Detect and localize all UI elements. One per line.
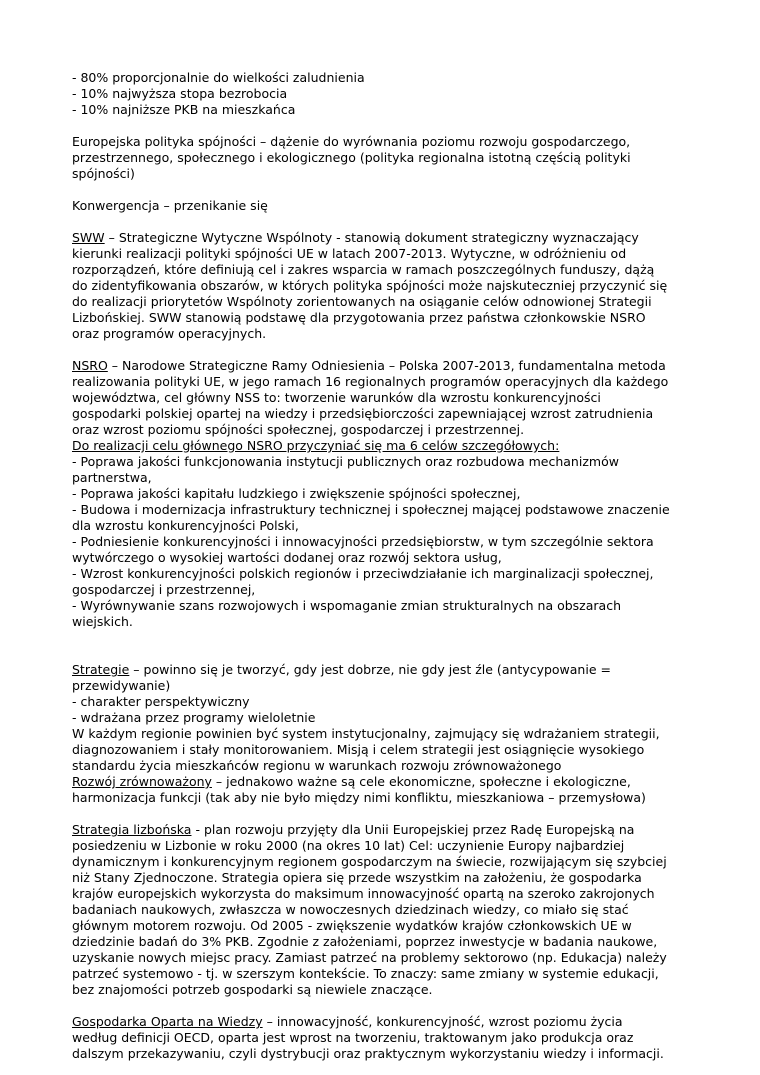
list-item: - 10% najniższe PKB na mieszkańca bbox=[72, 102, 296, 117]
list-item: - Wzrost konkurencyjności polskich regionów i przeciwdziałanie ich marginalizacji społecznej, bbox=[72, 566, 654, 581]
konwergencja-paragraph: Konwergencja – przenikanie się bbox=[72, 198, 268, 213]
strategie-term: Strategie bbox=[72, 662, 130, 677]
strategie-paragraph: Strategie – powinno się je tworzyć, gdy jest dobrze, nie gdy jest źle (antycypowanie = przewidywanie) - charakter perspektywiczny - wdrażana przez programy wieloletnie W każdym regionie powinien być system instytucjonalny, zajmujący się wdrażaniem strategii, diagnozowaniem i stały monitorowaniem. Misją i celem strategii jest osiągnięcie wysokiego standardu życia mieszkańców regionu w warunkach rozwoju zrównoważonego Rozwój zrównoważony – jednakowo ważne są cele ekonomiczne, społeczne i ekologiczne, harmonizacja funkcji (tak aby nie było między nimi konfliktu, mieszkaniowa – przemysłowa) bbox=[72, 662, 660, 805]
nsro-goals-heading: Do realizacji celu głównego NSRO przyczyniać się ma 6 celów szczegółowych: bbox=[72, 438, 560, 453]
list-item: - Poprawa jakości kapitału ludzkiego i zwiększenie spójności społecznej, bbox=[72, 486, 521, 501]
nsro-term: NSRO bbox=[72, 358, 108, 373]
sww-term: SWW bbox=[72, 230, 105, 245]
list-item: - 80% proporcjonalnie do wielkości zaludnienia bbox=[72, 70, 365, 85]
sww-paragraph: SWW – Strategiczne Wytyczne Wspólnoty - stanowią dokument strategiczny wyznaczający kierunki realizacji polityki spójności UE w latach 2007-2013. Wytyczne, w odróżnieniu od rozporządzeń, które definiują cel i zakres wsparcia w ramach poszczególnych funduszy, dążą do zidentyfikowania obszarów, w których polityka spójności może najskuteczniej przyczynić się do realizacji priorytetów Wspólnoty zorientowanych na osiąganie celów odnowionej Strategii Lizbońskiej. SWW stanowią podstawę dla przygotowania przez państwa członkowskie NSRO oraz programów operacyjnych. bbox=[72, 230, 668, 341]
document-page bbox=[72, 70, 692, 1062]
allocation-list bbox=[72, 70, 692, 118]
list-item: - Budowa i modernizacja infrastruktury technicznej i społecznej mającej podstawowe znaczenie bbox=[72, 502, 670, 517]
list-item: wytwórczego o wysokiej wartości dodanej oraz rozwój sektora usług, bbox=[72, 550, 502, 565]
lizbonska-paragraph: Strategia lizbońska - plan rozwoju przyjęty dla Unii Europejskiej przez Radę Europejską na posiedzeniu w Lizbonie w roku 2000 (na okres 10 lat) Cel: uczynienie Europy najbardziej dynamicznym i konkurencyjnym regionem gospodarczym na świecie, rozwijającym się szybciej niż Stany Zjednoczone. Strategia opiera się przede wszystkim na założeniu, że gospodarka krajów europejskich wykorzysta do maksimum innowacyjność opartą na szeroko zakrojonych badaniach naukowych, zwłaszcza w nowoczesnych dziedzinach wiedzy, co miało się stać głównym motorem rozwoju. Od 2005 - zwiększenie wydatków krajów członkowskich UE w dziedzinie badań do 3% PKB. Zgodnie z założeniami, poprzez inwestycje w badania naukowe, uzyskanie nowych miejsc pracy. Zamiast patrzeć na problemy sektorowo (np. Edukacja) należy patrzeć systemowo - tj. w szerszym kontekście. To znaczy: same zmiany w systemie edukacji, bez znajomości potrzeb gospodarki są niewiele znaczące. bbox=[72, 822, 667, 997]
gow-paragraph: Gospodarka Oparta na Wiedzy – innowacyjność, konkurencyjność, wzrost poziomu życia według definicji OECD, oparta jest wprost na tworzeniu, traktowanym jako produkcja oraz dalszym przekazywaniu, czyli dystrybucji oraz praktycznym wykorzystaniu wiedzy i informacji. bbox=[72, 1014, 664, 1061]
list-item: wiejskich. bbox=[72, 614, 133, 629]
lizbonska-term: Strategia lizbońska bbox=[72, 822, 192, 837]
rozwoj-term: Rozwój zrównoważony bbox=[72, 774, 212, 789]
gow-term: Gospodarka Oparta na Wiedzy bbox=[72, 1014, 263, 1029]
nsro-paragraph: NSRO – Narodowe Strategiczne Ramy Odniesienia – Polska 2007-2013, fundamentalna metoda realizowania polityki UE, w jego ramach 16 regionalnych programów operacyjnych dla każdego województwa, cel główny NSS to: tworzenie warunków dla wzrostu konkurencyjności gospodarki polskiej opartej na wiedzy i przedsiębiorczości zapewniającej wzrost zatrudnienia oraz wzrost poziomu spójności społecznej, gospodarczej i przestrzennej. Do realizacji celu głównego NSRO przyczyniać się ma 6 celów szczegółowych: - Poprawa jakości funkcjonowania instytucji publicznych oraz rozbudowa mechanizmów partnerstwa, - Poprawa jakości kapitału ludzkiego i zwiększenie spójności społecznej, - Budowa i modernizacja infrastruktury technicznej i społecznej mającej podstawowe znaczenie dla wzrostu konkurencyjności Polski, - Podniesienie konkurencyjności i innowacyjności przedsiębiorstw, w tym szczególnie sektora wytwórczego o wysokiej wartości dodanej oraz rozwój sektora usług, - Wzrost konkurencyjności polskich regionów i przeciwdziałanie ich marginalizacji społecznej, gospodarczej i przestrzennej, - Wyrównywanie szans rozwojowych i wspomaganie zmian strukturalnych na obszarach wiejskich. bbox=[72, 358, 692, 630]
polityka-paragraph: Europejska polityka spójności – dążenie do wyrównania poziomu rozwoju gospodarczego, przestrzennego, społecznego i ekologicznego (polityka regionalna istotną częścią polityki spójności) bbox=[72, 134, 631, 181]
list-item: - Poprawa jakości funkcjonowania instytucji publicznych oraz rozbudowa mechanizmów bbox=[72, 454, 619, 469]
list-item: partnerstwa, bbox=[72, 470, 152, 485]
list-item: - 10% najwyższa stopa bezrobocia bbox=[72, 86, 288, 101]
list-item: dla wzrostu konkurencyjności Polski, bbox=[72, 518, 299, 533]
list-item: gospodarczej i przestrzennej, bbox=[72, 582, 256, 597]
list-item: - Wyrównywanie szans rozwojowych i wspomaganie zmian strukturalnych na obszarach bbox=[72, 598, 621, 613]
list-item: - Podniesienie konkurencyjności i innowacyjności przedsiębiorstw, w tym szczególnie sektora bbox=[72, 534, 654, 549]
